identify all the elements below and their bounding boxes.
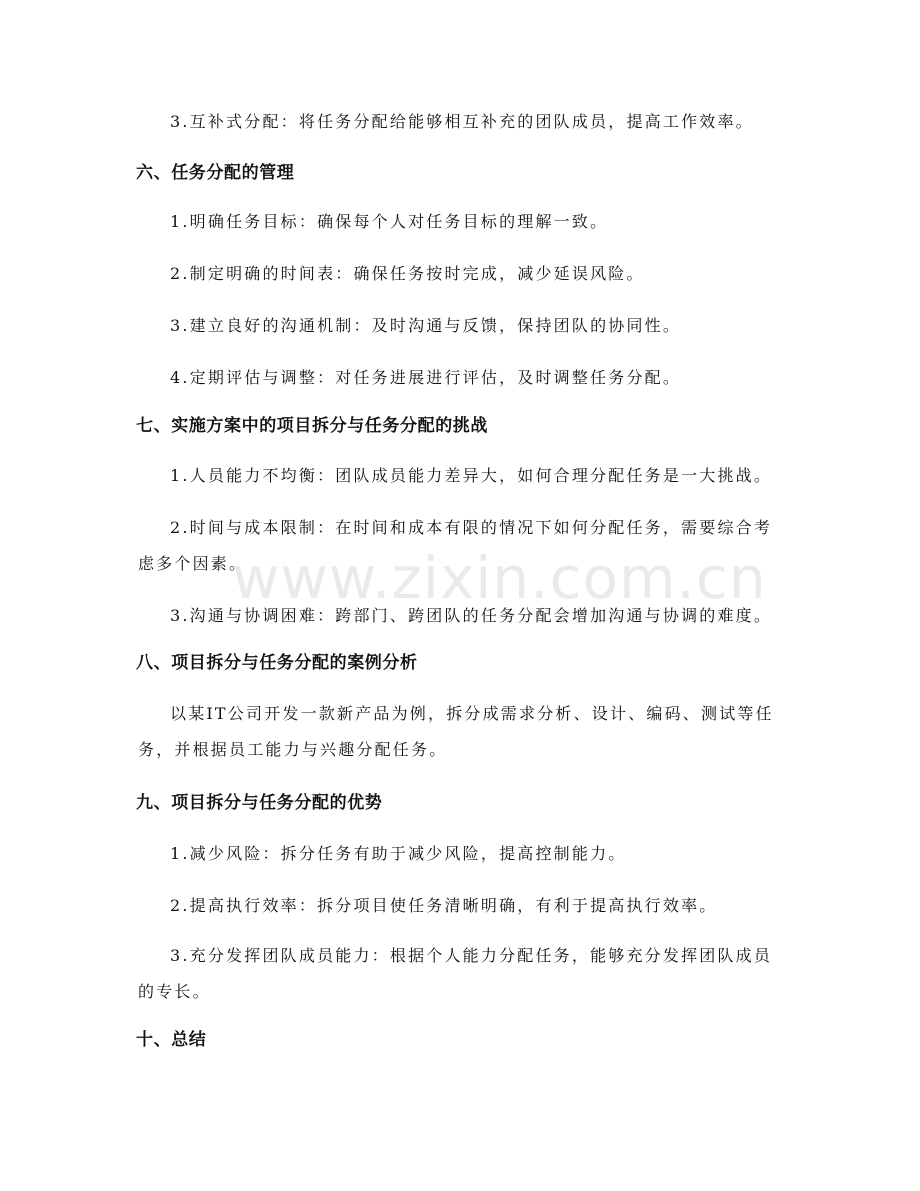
paragraph-reduce-risk: 1.减少风险：拆分任务有助于减少风险，提高控制能力。 — [170, 844, 627, 863]
paragraph-efficiency: 2.提高执行效率：拆分项目使任务清晰明确，有利于提高执行效率。 — [170, 896, 718, 915]
paragraph-coordination: 3.沟通与协调困难：跨部门、跨团队的任务分配会增加沟通与协调的难度。 — [170, 606, 773, 625]
heading-case-study: 八、项目拆分与任务分配的案例分析 — [136, 653, 418, 673]
paragraph-evaluation: 4.定期评估与调整：对任务进展进行评估，及时调整任务分配。 — [170, 368, 682, 387]
paragraph-team-strengths: 3.充分发挥团队成员能力：根据个人能力分配任务，能够充分发挥团队成员的专长。 — [138, 946, 773, 1001]
heading-summary: 十、总结 — [136, 1030, 207, 1050]
heading-task-management: 六、任务分配的管理 — [136, 163, 295, 183]
heading-challenges: 七、实施方案中的项目拆分与任务分配的挑战 — [136, 416, 488, 436]
paragraph-case-example: 以某IT公司开发一款新产品为例，拆分成需求分析、设计、编码、测试等任务，并根据员工能力与兴趣分配任务。 — [138, 704, 774, 759]
paragraph-time-cost: 2.时间与成本限制：在时间和成本有限的情况下如何分配任务，需要综合考虑多个因素。 — [138, 518, 773, 573]
heading-advantages: 九、项目拆分与任务分配的优势 — [136, 793, 383, 813]
paragraph-clear-goals: 1.明确任务目标：确保每个人对任务目标的理解一致。 — [170, 212, 609, 231]
paragraph-complementary-allocation: 3.互补式分配：将任务分配给能够相互补充的团队成员，提高工作效率。 — [170, 112, 754, 131]
paragraph-communication: 3.建立良好的沟通机制：及时沟通与反馈，保持团队的协同性。 — [170, 316, 682, 335]
watermark: www.zixin.com.cn — [232, 544, 767, 612]
paragraph-uneven-ability: 1.人员能力不均衡：团队成员能力差异大，如何合理分配任务是一大挑战。 — [170, 466, 773, 485]
paragraph-timeline: 2.制定明确的时间表：确保任务按时完成，减少延误风险。 — [170, 264, 645, 283]
